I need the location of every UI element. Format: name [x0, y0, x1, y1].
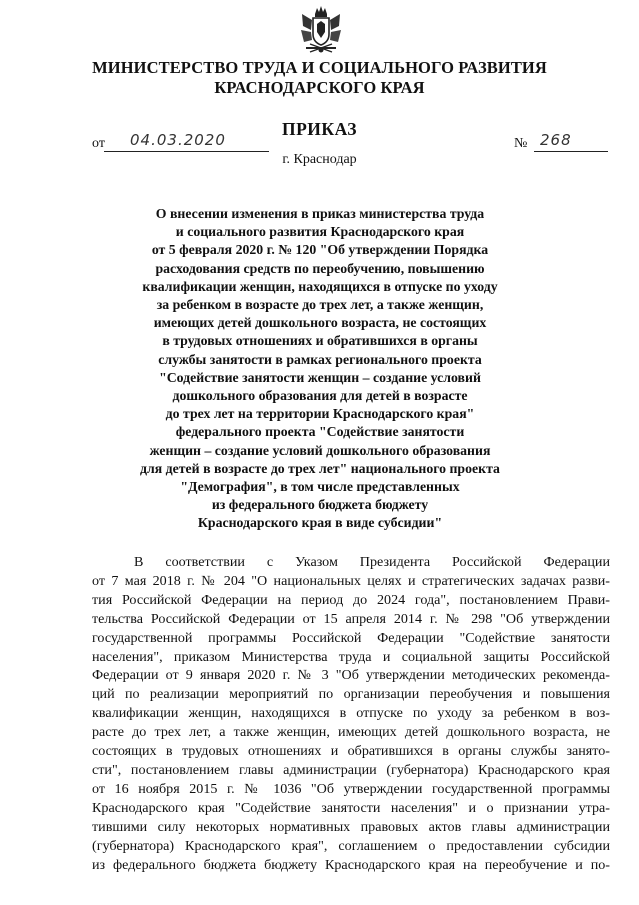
heading-line: от 5 февраля 2020 г. № 120 "Об утверждении Порядка [151, 242, 489, 258]
ministry-title [0, 58, 639, 98]
body-line: из федерального бюджета бюджету Краснодарского края на переобучение и по- [92, 856, 610, 873]
heading-line: за ребенком в возрасте до трех лет, а также женщин, [156, 297, 484, 313]
heading-line: службы занятости в рамках регионального проекта [158, 351, 482, 367]
heading-line: дошкольного образования для детей в возрасте [172, 388, 468, 404]
body-line: тившими силу некоторых нормативных правовых актов главы администрации [92, 818, 610, 835]
body-line: расте до трех лет, а также женщин, имеющих детей дошкольного возраста, не [92, 724, 610, 741]
heading-line: "Демография", в том числе представленных [180, 479, 460, 495]
order-date: 04.03.2020 [130, 131, 226, 149]
document-type: ПРИКАЗ [281, 119, 358, 139]
body-line: сти", постановлением главы администрации (губернатора) Краснодарского края [92, 761, 610, 778]
ministry-line: МИНИСТЕРСТВО ТРУДА И СОЦИАЛЬНОГО РАЗВИТИЯ [92, 58, 547, 77]
body-line: от 7 мая 2018 г. № 204 "О национальных целях и стратегических задачах разви- [92, 572, 610, 589]
body-line: Федерации от 9 января 2020 г. № 3 "Об утверждении методических рекоменда- [92, 667, 610, 684]
heading-line: для детей в возрасте до трех лет" национального проекта [140, 460, 500, 476]
body-line: В соответствии с Указом Президента Российской Федерации [134, 554, 610, 570]
body-line: ций по реализации мероприятий по организации переобучения и повышения [92, 686, 610, 703]
heading-line: из федерального бюджета бюджету [211, 497, 429, 513]
body-line: (губернатора) Краснодарского края", соглашением о предоставлении субсидии [92, 837, 610, 854]
heading-line: до трех лет на территории Краснодарского края" [165, 406, 475, 422]
heading-line: и социального развития Краснодарского края [175, 224, 465, 240]
body-line: от 16 ноября 2015 г. № 1036 "Об утверждении государственной программы [92, 780, 610, 797]
body-line: Краснодарского края "Содействие занятости населения" и о признании утра- [92, 799, 610, 816]
order-heading [130, 205, 510, 533]
body-line: населения", приказом Министерства труда и социальной защиты Российской [92, 648, 610, 665]
body-line: квалификации женщин, находящихся в отпуске по уходу за ребенком в воз- [92, 705, 610, 722]
coat-of-arms-icon [300, 4, 342, 56]
number-prefix: № [514, 136, 528, 151]
heading-line: квалификации женщин, находящихся в отпуске по уходу [142, 278, 498, 294]
heading-line: федерального проекта "Содействие занятости [175, 424, 465, 440]
heading-line: в трудовых отношениях и обратившихся в органы [162, 333, 478, 349]
heading-line: имеющих детей дошкольного возраста, не состоящих [153, 315, 487, 331]
order-number: 268 [540, 131, 572, 149]
city: г. Краснодар [282, 152, 357, 167]
heading-line: Краснодарского края в виде субсидии" [197, 515, 443, 531]
body-line: состоящих в трудовых отношениях и обратившихся в органы службы занято- [92, 743, 610, 760]
date-prefix: от [92, 136, 105, 151]
body-line: государственной программы Российской Федерации "Содействие занятости [92, 629, 610, 646]
body-line: тия Российской Федерации на период до 2024 года", постановлением Прави- [92, 591, 610, 608]
heading-line: О внесении изменения в приказ министерства труда [155, 206, 485, 221]
ministry-line: КРАСНОДАРСКОГО КРАЯ [214, 78, 425, 97]
heading-line: женщин – создание условий дошкольного образования [149, 442, 491, 458]
body-line: тельства Российской Федерации от 15 апреля 2014 г. № 298 "Об утверждении [92, 610, 610, 627]
heading-line: расходования средств по переобучению, повышению [155, 260, 485, 276]
body-paragraph [92, 553, 610, 874]
heading-line: "Содействие занятости женщин – создание условий [159, 369, 481, 385]
